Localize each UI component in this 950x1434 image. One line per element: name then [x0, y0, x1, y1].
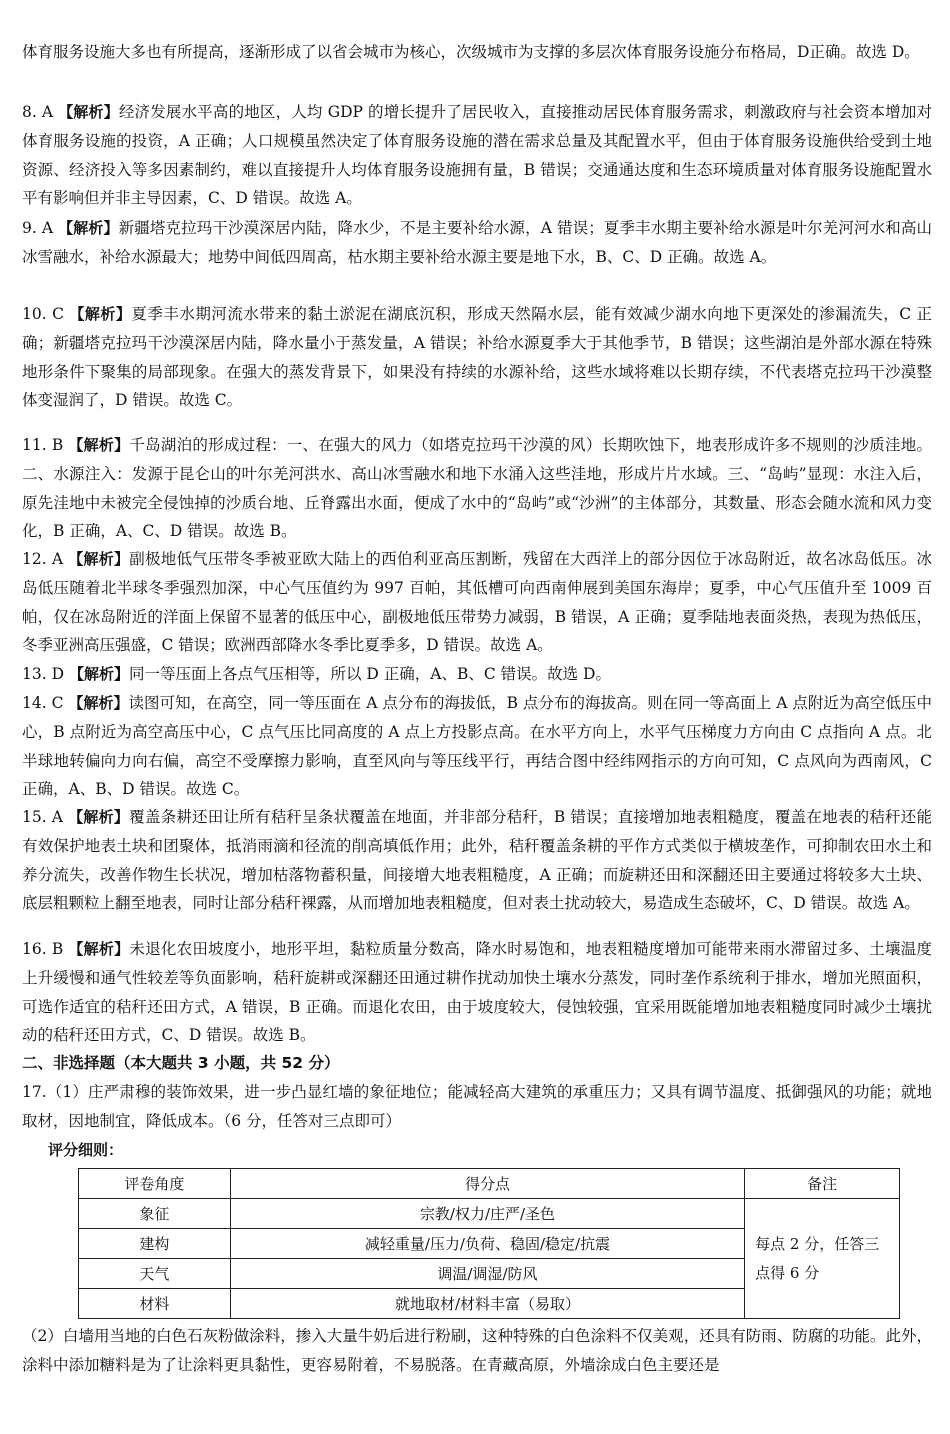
- table-header: 备注: [745, 1169, 900, 1199]
- grading-label: 评分细则：: [48, 1141, 124, 1159]
- top-cut-paragraph: [22, 38, 932, 67]
- analysis-tag: 【解析】: [68, 550, 130, 568]
- item-text: 夏季丰水期河流水带来的黏土淤泥在湖底沉积，形成天然隔水层，能有效减少湖水向地下更深处的渗漏流失，C 正确；新疆塔克拉玛干沙漠深居内陆，降水量小于蒸发量，A 错误；补给水源夏季大于其他季节，B 错误；这些湖泊是外部水源在特殊地形条件下聚集的局部现象。在强大的蒸发背景下，如果没有持续的水源补给，这些水域将难以长期存续，不代表塔克拉玛干沙漠整体变湿润了，D 错误。故选 C。: [22, 305, 932, 410]
- answer-item-15: [22, 803, 932, 918]
- paragraph-text: （2）白墙用当地的白色石灰粉做涂料，掺入大量牛奶后进行粉刷，这种特殊的白色涂料不仅美观，还具有防雨、防腐的功能。此外，涂料中添加糖料是为了让涂料更具黏性，更容易附着，不易脱落。在青藏高原，外墙涂成白色主要还是: [22, 1327, 932, 1374]
- table-cell-note: 每点 2 分，任答三点得 6 分: [745, 1199, 900, 1319]
- item-number: 10. C: [22, 305, 64, 323]
- analysis-tag: 【解析】: [68, 436, 130, 454]
- table-cell-points: 宗教/权力/庄严/圣色: [230, 1199, 744, 1229]
- table-cell-points: 就地取材/材料丰富（易取）: [230, 1289, 744, 1319]
- item-text: 未退化农田坡度小，地形平坦，黏粒质量分数高，降水时易饱和，地表粗糙度增加可能带来雨水滞留过多、土壤温度上升缓慢和通气性较差等负面影响，秸秆旋耕或深翻还田通过耕作扰动加快土壤水分蒸发，同时垄作系统利于排水，增加光照面积，可选作适宜的秸秆还田方式，A 错误，B 正确。而退化农田，由于坡度较大，侵蚀较强，宜采用既能增加地表粗糙度同时减少土壤扰动的秸秆还田方式，C、D 错误。故选 B。: [22, 940, 932, 1045]
- table-cell-points: 调温/调湿/防风: [230, 1259, 744, 1289]
- item-number: 9. A: [22, 219, 54, 237]
- analysis-tag: 【解析】: [58, 103, 119, 121]
- table-header: 得分点: [230, 1169, 744, 1199]
- table-cell-points: 减轻重量/压力/负荷、稳固/稳定/抗震: [230, 1229, 744, 1259]
- item-number: 11. B: [22, 436, 64, 454]
- answer-item-10: [22, 300, 932, 415]
- analysis-tag: 【解析】: [68, 808, 130, 826]
- item-number: 12. A: [22, 550, 64, 568]
- answer-item-13: [22, 660, 932, 689]
- answer-item-8: [22, 98, 932, 213]
- paragraph-text: 体育服务设施大多也有所提高，逐渐形成了以省会城市为核心，次级城市为支撑的多层次体育服务设施分布格局，D正确。故选 D。: [22, 43, 920, 61]
- table-cell-aspect: 象征: [79, 1199, 231, 1229]
- item-number: 13. D: [22, 665, 65, 683]
- table-cell-aspect: 建构: [79, 1229, 231, 1259]
- analysis-tag: 【解析】: [68, 940, 130, 958]
- answer-item-14: [22, 689, 932, 804]
- answer-item-16: [22, 935, 932, 1050]
- analysis-tag: 【解析】: [68, 694, 129, 712]
- item-number: 16. B: [22, 940, 64, 958]
- section-title: 二、非选择题（本大题共 3 小题，共 52 分）: [22, 1054, 340, 1072]
- q17-part2: [22, 1322, 932, 1380]
- item-text: 新疆塔克拉玛干沙漠深居内陆，降水少，不是主要补给水源，A 错误；夏季丰水期主要补给水源是叶尔羌河河水和高山冰雪融水，补给水源最大；地势中间低四周高，枯水期主要补给水源主要是地下水，B、C、D 正确。故选 A。: [22, 219, 932, 266]
- q17-part1: [22, 1078, 932, 1136]
- table-header: 评卷角度: [79, 1169, 231, 1199]
- grading-table: [78, 1168, 900, 1319]
- item-text: 经济发展水平高的地区，人均 GDP 的增长提升了居民收入，直接推动居民体育服务需求，刺激政府与社会资本增加对体育服务设施的投资，A 正确；人口规模虽然决定了体育服务设施的潜在需求总量及其配置水平，但由于体育服务设施供给受到土地资源、经济投入等多因素制约，难以直接提升人均体育服务设施拥有量，B 错误；交通通达度和生态环境质量对体育服务设施配置水平有影响但并非主导因素，C、D 错误。故选 A。: [22, 103, 932, 208]
- answer-item-11: [22, 431, 932, 546]
- table-header-row: [79, 1169, 900, 1199]
- table-cell-aspect: 天气: [79, 1259, 231, 1289]
- analysis-tag: 【解析】: [69, 305, 132, 323]
- item-text: 副极地低气压带冬季被亚欧大陆上的西伯利亚高压割断，残留在大西洋上的部分因位于冰岛附近，故名冰岛低压。冰岛低压随着北半球冬季强烈加深，中心气压值约为 997 百帕，其低槽可向西南伸展到美国东海岸；夏季，中心气压值升至 1009 百帕，仅在冰岛附近的洋面上保留不显著的低压中心，副极地低压带势力减弱，B 错误，A 正确；夏季陆地表面炎热，表现为热低压，冬季亚洲高压强盛，C 错误；欧洲西部降水冬季比夏季多，D 错误。故选 A。: [22, 550, 932, 655]
- item-text: 同一等压面上各点气压相等，所以 D 正确，A、B、C 错误。故选 D。: [128, 665, 611, 683]
- item-text: 覆盖条耕还田让所有秸秆呈条状覆盖在地面，并非部分秸秆，B 错误；直接增加地表粗糙度，覆盖在地表的秸秆还能有效保护地表土块和团聚体，抵消雨滴和径流的削高填低作用；此外，秸秆覆盖条耕的平作方式类似于横坡垄作，可抑制农田水土和养分流失，改善作物生长状况，增加枯落物蓄积量，间接增大地表粗糙度，A 正确；而旋耕还田和深翻还田主要通过将较多大土块、底层粗颗粒上翻至地表，同时让部分秸秆裸露，从而增加地表粗糙度，但对表土扰动较大，易造成生态破坏，C、D 错误。故选 A。: [22, 808, 932, 913]
- item-number: 8. A: [22, 103, 54, 121]
- item-text: 读图可知，在高空，同一等压面在 A 点分布的海拔低，B 点分布的海拔高。则在同一等高面上 A 点附近为高空低压中心，B 点附近为高空高压中心，C 点气压比同高度的 A 点上方投影点高。在水平方向上，水平气压梯度力方向由 C 点指向 A 点。北半球地转偏向力向右偏，高空不受摩擦力影响，直至风向与等压线平行，再结合图中经纬网指示的方向可知，C 点风向为西南风，C 正确，A、B、D 错误。故选 C。: [22, 694, 932, 799]
- item-number: 15. A: [22, 808, 64, 826]
- answer-item-12: [22, 545, 932, 660]
- item-text: 千岛湖泊的形成过程：一、在强大的风力（如塔克拉玛干沙漠的风）长期吹蚀下，地表形成许多不规则的沙质洼地。二、水源注入：发源于昆仑山的叶尔羌河洪水、高山冰雪融水和地下水涌入这些洼地，形成片片水域。三、“岛屿”显现：水注入后，原先洼地中未被完全侵蚀掉的沙质台地、丘脊露出水面，便成了水中的“岛屿”或“沙洲”的主体部分，其数量、形态会随水流和风力变化，B 正确，A、C、D 错误。故选 B。: [22, 436, 932, 541]
- analysis-tag: 【解析】: [68, 665, 129, 683]
- table-row: [79, 1199, 900, 1229]
- table-cell-aspect: 材料: [79, 1289, 231, 1319]
- paragraph-text: 17.（1）庄严肃穆的装饰效果，进一步凸显红墙的象征地位；能减轻高大建筑的承重压力；又具有调节温度、抵御强风的功能；就地取材，因地制宜，降低成本。（6 分，任答对三点即可）: [22, 1083, 932, 1130]
- analysis-tag: 【解析】: [58, 219, 119, 237]
- item-number: 14. C: [22, 694, 64, 712]
- answer-item-9: [22, 214, 932, 272]
